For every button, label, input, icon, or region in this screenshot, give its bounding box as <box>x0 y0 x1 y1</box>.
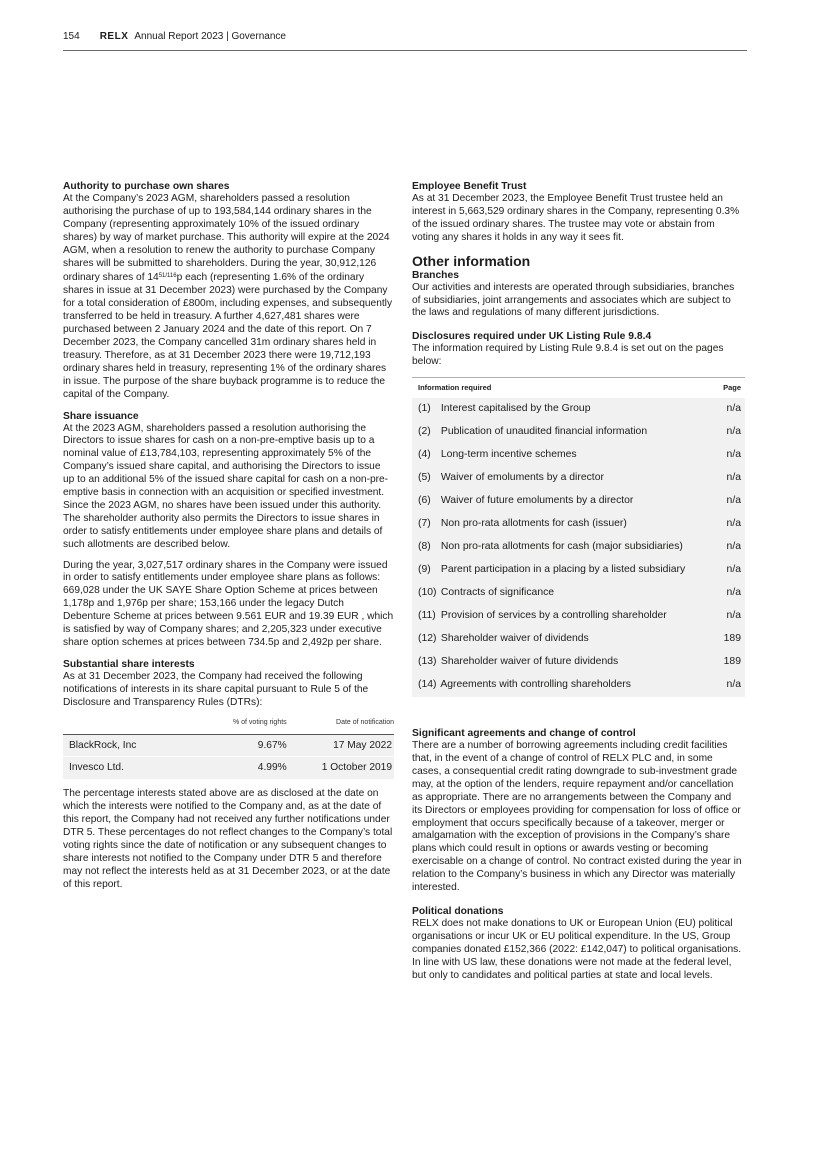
table-row <box>412 536 745 559</box>
other-info-heading: Other information <box>412 252 531 269</box>
page-ref: n/a <box>711 421 745 444</box>
page-header <box>63 31 747 51</box>
col-voting-rights: % of voting rights <box>232 718 287 726</box>
table-row <box>412 421 745 444</box>
authority-fraction: 51/116 <box>158 273 177 280</box>
other-info-section <box>412 253 743 321</box>
ebt-paragraph: As at 31 December 2023, the Employee Benefit Trust trustee held an interest in 5,663,529 ordinary shares in the Company, representing 0.3% of the issued ordinary shares. The trustee may vote or abstain from voting any shares it holds in any way it sees fit. <box>412 193 740 243</box>
page-ref: n/a <box>711 444 745 467</box>
holder-name: Invesco Ltd. <box>63 757 213 780</box>
rule-ref: (8) <box>418 541 431 553</box>
branches-heading: Branches <box>412 269 459 281</box>
info-cell <box>412 628 711 651</box>
table-row <box>63 757 394 780</box>
table-row <box>412 490 745 513</box>
agreements-paragraph: There are a number of borrowing agreements including credit facilities that, in the event of a change of control of RELX PLC and, in some cases, a consequential credit rating downgrade to sub-investment grade may, at the option of the lenders, require repayment and/or cancellation as appropriate. There are no arrangements between the Company and its Directors or employees providing for compensation for loss of office or employment that occurs specifically because of a takeover, merger or amalgamation with the exception of provisions in the Company’s share plans which could result in options or awards vesting or becoming exercisable on a change of control. No contract existed during the year in relation to the Company’s business in which any Director was materially interested. <box>412 740 742 894</box>
table-row <box>412 467 745 490</box>
page-ref: n/a <box>711 605 745 628</box>
rule-label: Long-term incentive schemes <box>440 449 577 461</box>
rule-label: Interest capitalised by the Group <box>440 403 591 415</box>
rule-label: Provision of services by a controlling shareholder <box>440 610 667 622</box>
info-cell <box>412 605 711 628</box>
table-row <box>412 674 745 697</box>
issuance-heading: Share issuance <box>63 410 139 422</box>
authority-text-b: p each (representing 1.6% of the ordinary shares in issue at 31 December 2023) were purchased by the Company for a total consideration of £800m, including expenses, and subsequently transferred to be held in treasury. A further 4,627,481 shares were purchased between 2 January 2024 and the date of this report. On 7 December 2023, the Company cancelled 31m ordinary shares held in treasury. Therefore, as at 31 December 2023 there were 19,712,193 ordinary shares held in treasury, representing 1% of the ordinary shares in issue. The purpose of the share buyback programme is to reduce the capital of the Company. <box>63 272 393 400</box>
donations-paragraph: RELX does not make donations to UK or European Union (EU) political organisations or incur UK or EU political expenditure. In the US, Group companies donated £152,366 (2022: £142,047) to political organisations. In line with US law, these donations were not made at the federal level, but only to candidates and political parties at state and local levels. <box>412 917 742 981</box>
table-row <box>412 628 745 651</box>
rule-ref: (12) <box>418 633 437 645</box>
info-cell <box>412 651 711 674</box>
info-cell <box>412 559 711 582</box>
info-cell <box>412 421 711 444</box>
page-ref: n/a <box>711 559 745 582</box>
table-row <box>412 651 745 674</box>
page-ref: n/a <box>711 467 745 490</box>
rule-label: Publication of unaudited financial information <box>440 426 648 438</box>
rule-ref: (4) <box>418 449 431 461</box>
page-ref: n/a <box>711 674 745 697</box>
rule-label: Waiver of future emoluments by a director <box>440 495 634 507</box>
table-header-row <box>412 378 745 398</box>
branches-paragraph: Our activities and interests are operated through subsidiaries, branches of subsidiaries, joint arrangements and associates which are subject to the laws and regulations of many different jurisdictions. <box>412 281 735 319</box>
authority-heading: Authority to purchase own shares <box>63 181 230 192</box>
rule-label: Non pro-rata allotments for cash (major subsidiaries) <box>440 541 683 553</box>
notification-date: 1 October 2019 <box>287 757 394 780</box>
interests-paragraph-1: As at 31 December 2023, the Company had received the following notifications of interests in its share capital pursuant to Rule 5 of the Disclosure and Transparency Rules (DTRs): <box>63 670 369 708</box>
page-ref: n/a <box>711 536 745 559</box>
interests-section <box>63 658 394 892</box>
rule-ref: (6) <box>418 495 431 507</box>
info-cell <box>412 490 711 513</box>
ebt-section <box>412 180 743 245</box>
info-cell <box>412 398 711 421</box>
page-ref: n/a <box>711 582 745 605</box>
page-ref: 189 <box>711 628 745 651</box>
table-row <box>412 605 745 628</box>
table-row <box>412 513 745 536</box>
info-cell <box>412 467 711 490</box>
left-column <box>63 180 394 900</box>
agreements-section <box>412 727 743 895</box>
page-ref: 189 <box>711 651 745 674</box>
notification-date: 17 May 2022 <box>287 734 394 757</box>
col-holder <box>63 714 213 734</box>
rule-label: Waiver of emoluments by a director <box>440 472 604 484</box>
rule-ref: (2) <box>418 426 431 438</box>
issuance-paragraph-2: During the year, 3,027,517 ordinary shares in the Company were issued in order to satisfy entitlements under employee share plans as follows: 669,028 under the UK SAYE Share Option Scheme at prices between 1,178p and 1,976p per share; 153,166 under the legacy Dutch Debenture Scheme at prices between 9.561 EUR and 19.39 EUR , which is satisfied by way of Company shares; and 2,205,323 under executive share option schemes at prices between 734.5p and 2,492p per share. <box>63 559 394 648</box>
listing-paragraph: The information required by Listing Rule 9.8.4 is set out on the pages below: <box>412 343 724 368</box>
rule-ref: (10) <box>418 587 437 599</box>
info-cell <box>412 582 711 605</box>
table-row <box>412 444 745 467</box>
info-cell <box>412 536 711 559</box>
listing-heading: Disclosures required under UK Listing Rule 9.8.4 <box>412 331 652 343</box>
info-cell <box>412 674 711 697</box>
rule-ref: (9) <box>418 564 431 576</box>
rule-ref: (14) <box>418 679 437 691</box>
donations-heading: Political donations <box>412 905 504 917</box>
col-notification-date: Date of notification <box>336 718 394 726</box>
listing-rule-rows <box>412 398 745 697</box>
info-cell <box>412 444 711 467</box>
right-column <box>412 180 743 990</box>
listing-rule-section <box>412 330 743 697</box>
interests-paragraph-2: The percentage interests stated above are as disclosed at the date on which the interests were notified to the Company and, as at the date of this report, the Company had not received any further notifications under DTR 5. These percentages do not reflect changes to the Company’s total voting rights since the date of notification or any subsequent changes to share interests not notified to the Company under DTR 5 and therefore may not reflect the interests held as at 31 December 2023, or at the date of this report. <box>63 788 393 890</box>
ebt-heading: Employee Benefit Trust <box>412 181 527 192</box>
share-interests-table <box>63 714 394 781</box>
authority-text-a: At the Company’s 2023 AGM, shareholders passed a resolution authorising the purchase of up to 193,584,144 ordinary shares in the Company (representing approximately 10% of the issued ordinary shares) by way of market purchase. This authority will expire at the 2024 AGM, when a resolution to renew the authority to purchase Company shares will be submitted to shareholders. During the year, 30,912,126 ordinary shares of 14 <box>63 193 390 284</box>
rule-ref: (13) <box>418 656 437 668</box>
col-information-required: Information required <box>412 378 711 398</box>
info-cell <box>412 513 711 536</box>
donations-section <box>412 905 743 983</box>
table-row <box>412 559 745 582</box>
rule-label: Non pro-rata allotments for cash (issuer) <box>440 518 627 530</box>
col-page: Page <box>711 378 745 398</box>
authority-section <box>63 180 394 402</box>
rule-label: Shareholder waiver of future dividends <box>440 656 619 668</box>
rule-ref: (11) <box>418 610 436 622</box>
rule-label: Contracts of significance <box>440 587 555 599</box>
table-row <box>412 582 745 605</box>
agreements-heading: Significant agreements and change of control <box>412 728 636 740</box>
voting-pct: 9.67% <box>213 734 287 757</box>
rule-label: Parent participation in a placing by a listed subsidiary <box>440 564 686 576</box>
page-ref: n/a <box>711 490 745 513</box>
page-ref: n/a <box>711 513 745 536</box>
brand-name: RELX <box>99 31 129 42</box>
issuance-section <box>63 410 394 650</box>
table-row <box>412 398 745 421</box>
holder-name: BlackRock, Inc <box>63 734 213 757</box>
rule-ref: (7) <box>418 518 431 530</box>
issuance-paragraph-1: At the 2023 AGM, shareholders passed a resolution authorising the Directors to issue shares for cash on a non-pre-emptive basis up to a nominal value of £13,784,103, representing approximately 5% of the Company’s issued share capital, and authorising the Directors to issue up to an additional 5% of the issued share capital for cash on a non-pre-emptive basis in connection with an acquisition or specified investment. Since the 2023 AGM, no shares have been issued under this authority. The shareholder authority also permits the Directors to issue shares in order to satisfy entitlements under employee share plans and details of such allotments are described below. <box>63 422 389 550</box>
voting-pct: 4.99% <box>213 757 287 780</box>
table-header-row <box>63 714 394 734</box>
page-number: 154 <box>63 31 80 42</box>
authority-paragraph <box>63 193 394 402</box>
header-title: Annual Report 2023 | Governance <box>134 31 286 42</box>
page-ref: n/a <box>711 398 745 421</box>
interests-heading: Substantial share interests <box>63 658 195 670</box>
rule-ref: (1) <box>418 403 431 415</box>
table-row <box>63 734 394 757</box>
rule-label: Shareholder waiver of dividends <box>440 633 589 645</box>
rule-ref: (5) <box>418 472 431 484</box>
rule-label: Agreements with controlling shareholders <box>440 679 631 691</box>
listing-rule-table <box>412 377 745 697</box>
